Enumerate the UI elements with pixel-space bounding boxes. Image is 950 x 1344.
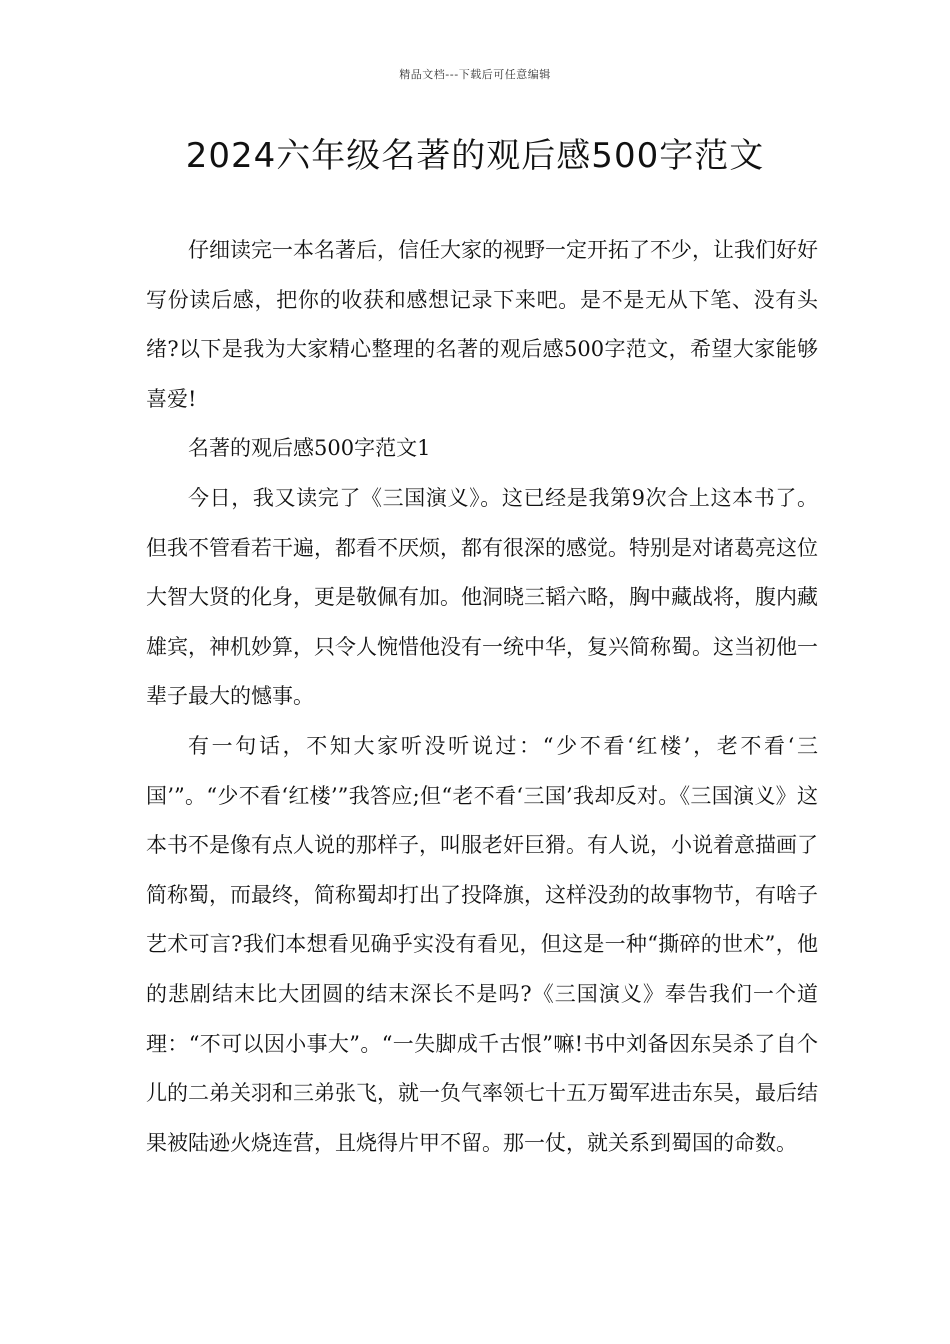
document-title: 2024六年级名著的观后感500字范文 [185,136,765,176]
intro-paragraph: 仔细读完一本名著后，信任大家的视野一定开拓了不少，让我们好好写份读后感，把你的收获和感想记录下来吧。是不是无从下笔、没有头绪?以下是我为大家精心整理的名著的观后感500字范文，希望大家能够喜爱! [146,238,818,411]
body-paragraph: 有一句话，不知大家听没听说过：“少不看‘红楼’，老不看‘三国’”。“少不看‘红楼’”我答应;但“老不看‘三国’我却反对。《三国演义》这本书不是像有点人说的那样子，叫服老奸巨猾。有人说，小说着意描画了简称蜀，而最终，简称蜀却打出了投降旗，这样没劲的故事物节，有啥子艺术可言?我们本想看见确乎实没有看见，但这是一种“撕碎的世术”，他的悲剧结末比大团圆的结末深长不是吗?《三国演义》奉告我们一个道理：“不可以因小事大”。“一失脚成千古恨”嘛!书中刘备因东吴杀了自个儿的二弟关羽和三弟张飞，就一负气率领七十五万蜀军进击东吴，最后结果被陆逊火烧连营，且烧得片甲不留。那一仗，就关系到蜀国的命数。 [146,733,818,1155]
body-paragraph: 今日，我又读完了《三国演义》。这已经是我第9次合上这本书了。但我不管看若干遍，都看不厌烦，都有很深的感觉。特别是对诸葛亮这位大智大贤的化身，更是敬佩有加。他洞晓三韬六略，胸中藏战将，腹内藏雄宾，神机妙算，只令人惋惜他没有一统中华，复兴简称蜀。这当初他一辈子最大的憾事。 [146,485,818,709]
section-heading: 名著的观后感500字范文1 [188,436,431,461]
page-header: 精品文档---下载后可任意编辑 [399,68,551,81]
document-body [146,226,818,1168]
